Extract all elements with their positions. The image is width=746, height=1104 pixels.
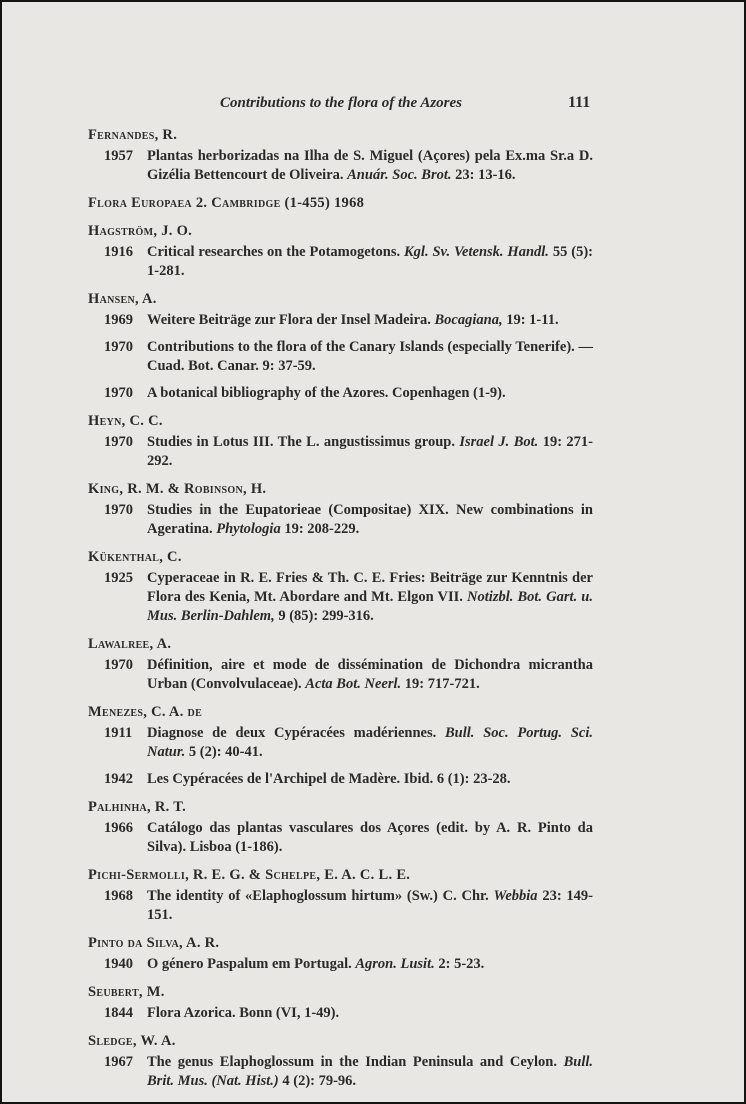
reference-segment: Flora Azorica. Bonn (VI, 1-49). bbox=[147, 1005, 340, 1021]
bibliography-entry bbox=[88, 194, 593, 213]
reference-year: 1966 bbox=[104, 820, 133, 836]
reference-item bbox=[88, 887, 593, 925]
reference-segment: Plantas herborizadas na Ilha de S. Miguel (Açores) pela Ex.ma Sr.a D. Gizélia Bettencourt de Oliveira. bbox=[147, 148, 593, 183]
reference-text bbox=[147, 819, 593, 857]
reference-text bbox=[147, 311, 593, 330]
reference-segment: 19: 717-721. bbox=[401, 676, 480, 692]
reference-segment: Studies in the Eupatorieae (Compositae) XIX. New combinations in Ageratina. bbox=[147, 502, 593, 537]
reference-segment: 19: 1-11. bbox=[502, 312, 559, 328]
reference-item bbox=[88, 569, 593, 626]
reference-year: 1957 bbox=[104, 148, 133, 164]
journal-title: Bocagiana, bbox=[434, 312, 503, 328]
reference-item bbox=[88, 147, 593, 185]
entry-author: Pichi-Sermolli, R. E. G. & Schelpe, E. A. C. L. E. bbox=[88, 867, 411, 883]
reference-text bbox=[147, 1004, 593, 1023]
reference-year: 1970 bbox=[104, 339, 133, 355]
reference-segment: Weitere Beiträge zur Flora der Insel Madeira. bbox=[147, 312, 435, 328]
bibliography-entry bbox=[88, 548, 593, 626]
reference-text bbox=[147, 569, 593, 626]
reference-segment: Cyperaceae in R. E. Fries & Th. C. E. Fries: Beiträge zur Kenntnis der Flora des Kenia, Mt. Abordare and Mt. Elgon VII. bbox=[147, 570, 593, 605]
reference-year: 1925 bbox=[104, 570, 133, 586]
entry-author: Seubert, M. bbox=[88, 984, 165, 1000]
reference-year: 1968 bbox=[104, 888, 133, 904]
reference-segment: A botanical bibliography of the Azores. Copenhagen (1-9). bbox=[147, 385, 506, 401]
reference-segment: Studies in Lotus III. The L. angustissimus group. bbox=[147, 434, 460, 450]
reference-segment: The genus Elaphoglossum in the Indian Peninsula and Ceylon. bbox=[147, 1054, 564, 1070]
entry-author: King, R. M. & Robinson, H. bbox=[88, 481, 267, 497]
bibliography-entry bbox=[88, 866, 593, 925]
reference-item bbox=[88, 656, 593, 694]
journal-title: Kgl. Sv. Vetensk. Handl. bbox=[404, 244, 549, 260]
entry-author: Sledge, W. A. bbox=[88, 1033, 176, 1049]
journal-title: Anuár. Soc. Brot. bbox=[347, 167, 452, 183]
reference-segment: The identity of «Elaphoglossum hirtum» (Sw.) C. Chr. bbox=[147, 888, 494, 904]
journal-title: Acta Bot. Neerl. bbox=[305, 676, 402, 692]
reference-year: 1970 bbox=[104, 434, 133, 450]
entry-author: Palhinha, R. T. bbox=[88, 799, 187, 815]
journal-title: Webbia bbox=[493, 888, 538, 904]
reference-item bbox=[88, 724, 593, 762]
entry-author: Flora Europaea 2. Cambridge (1-455) 1968 bbox=[88, 195, 365, 211]
reference-item bbox=[88, 338, 593, 376]
bibliography-entry bbox=[88, 412, 593, 471]
page-number: 111 bbox=[568, 94, 591, 111]
reference-segment: Critical researches on the Potamogetons. bbox=[147, 244, 404, 260]
reference-segment: Contributions to the flora of the Canary Islands (especially Tenerife). — Cuad. Bot. Canar. 9: 37-59. bbox=[147, 339, 593, 374]
entry-author: Menezes, C. A. de bbox=[88, 704, 203, 720]
reference-item bbox=[88, 955, 593, 974]
reference-segment: 19: 208-229. bbox=[280, 521, 360, 537]
page-header bbox=[2, 95, 744, 115]
entry-author: Heyn, C. C. bbox=[88, 413, 163, 429]
bibliography-entry bbox=[88, 983, 593, 1023]
journal-title: Israel J. Bot. bbox=[459, 434, 539, 450]
reference-segment: 5 (2): 40-41. bbox=[185, 744, 263, 760]
reference-segment: 4 (2): 79-96. bbox=[278, 1073, 357, 1089]
reference-segment: 55 (5): 1-281. bbox=[147, 244, 593, 279]
bibliography-entry bbox=[88, 934, 593, 974]
reference-text bbox=[147, 724, 593, 762]
bibliography-entry bbox=[88, 798, 593, 857]
journal-title: Bull. Soc. Portug. Sci. Natur. bbox=[147, 725, 593, 760]
reference-item bbox=[88, 770, 593, 789]
bibliography-entry bbox=[88, 222, 593, 281]
reference-item bbox=[88, 311, 593, 330]
reference-segment: 23: 149-151. bbox=[147, 888, 593, 923]
reference-item bbox=[88, 384, 593, 403]
reference-text bbox=[147, 770, 593, 789]
reference-text bbox=[147, 501, 593, 539]
entry-author: Hagström, J. O. bbox=[88, 223, 193, 239]
reference-year: 1970 bbox=[104, 385, 133, 401]
bibliography-entry bbox=[88, 290, 593, 403]
journal-title: Bull. Brit. Mus. (Nat. Hist.) bbox=[147, 1054, 593, 1089]
entry-author: Kükenthal, C. bbox=[88, 549, 182, 565]
bibliography-entry bbox=[88, 703, 593, 789]
reference-segment: Catálogo das plantas vasculares dos Açores (edit. by A. R. Pinto da Silva). Lisboa (1-186). bbox=[147, 820, 593, 855]
bibliography-entry bbox=[88, 126, 593, 185]
reference-segment: Les Cypéracées de l'Archipel de Madère. Ibid. 6 (1): 23-28. bbox=[147, 771, 511, 787]
reference-text bbox=[147, 955, 593, 974]
reference-text bbox=[147, 433, 593, 471]
reference-text bbox=[147, 147, 593, 185]
reference-segment: Diagnose de deux Cypéracées madériennes. bbox=[147, 725, 445, 741]
reference-segment: Définition, aire et mode de dissémination de Dichondra micrantha Urban (Convolvulaceae). bbox=[147, 657, 593, 692]
reference-item bbox=[88, 243, 593, 281]
reference-text bbox=[147, 338, 593, 376]
bibliography-entry bbox=[88, 635, 593, 694]
reference-year: 1969 bbox=[104, 312, 133, 328]
reference-segment: 23: 13-16. bbox=[451, 167, 516, 183]
reference-year: 1911 bbox=[104, 725, 133, 741]
reference-year: 1940 bbox=[104, 956, 133, 972]
reference-text bbox=[147, 384, 593, 403]
reference-year: 1970 bbox=[104, 502, 133, 518]
bibliography-entry bbox=[88, 480, 593, 539]
reference-year: 1916 bbox=[104, 244, 133, 260]
journal-title: Phytologia bbox=[216, 521, 281, 537]
entry-author: Fernandes, R. bbox=[88, 127, 178, 143]
journal-title: Agron. Lusit. bbox=[355, 956, 435, 972]
reference-year: 1942 bbox=[104, 771, 133, 787]
reference-year: 1967 bbox=[104, 1054, 133, 1070]
journal-title: Notizbl. Bot. Gart. u. Mus. Berlin-Dahlem, bbox=[147, 589, 593, 624]
reference-year: 1970 bbox=[104, 657, 133, 673]
reference-year: 1844 bbox=[104, 1005, 133, 1021]
reference-segment: 9 (85): 299-316. bbox=[274, 608, 374, 624]
entry-author: Hansen, A. bbox=[88, 291, 157, 307]
reference-text bbox=[147, 243, 593, 281]
bibliography-entry bbox=[88, 1032, 593, 1091]
reference-text bbox=[147, 887, 593, 925]
reference-segment: O género Paspalum em Portugal. bbox=[147, 956, 356, 972]
bibliography-list bbox=[88, 126, 593, 1100]
reference-item bbox=[88, 1004, 593, 1023]
reference-item bbox=[88, 819, 593, 857]
reference-text bbox=[147, 1053, 593, 1091]
reference-item bbox=[88, 1053, 593, 1091]
reference-item bbox=[88, 501, 593, 539]
reference-segment: 19: 271-292. bbox=[147, 434, 594, 469]
entry-author: Lawalree, A. bbox=[88, 636, 172, 652]
running-title: Contributions to the flora of the Azores bbox=[220, 95, 462, 111]
reference-text bbox=[147, 656, 593, 694]
entry-author: Pinto da Silva, A. R. bbox=[88, 935, 220, 951]
reference-item bbox=[88, 433, 593, 471]
reference-segment: 2: 5-23. bbox=[434, 956, 485, 972]
